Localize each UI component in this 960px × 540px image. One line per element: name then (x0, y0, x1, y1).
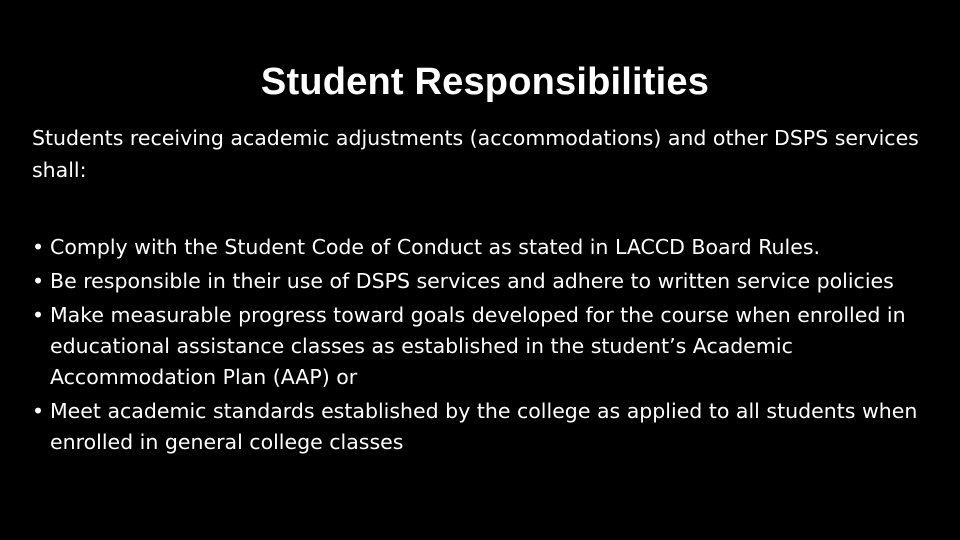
bullet-text: Comply with the Student Code of Conduct as stated in LACCD Board Rules. (50, 235, 821, 259)
bullet-item (32, 266, 937, 297)
bullet-item (32, 396, 937, 458)
bullet-icon: • (32, 303, 45, 327)
bullet-text: Meet academic standards established by the college as applied to all students when enrolled in general college classes (50, 399, 918, 454)
bullet-item (32, 300, 937, 393)
bullet-icon: • (32, 399, 45, 423)
bullet-icon: • (32, 235, 45, 259)
bullet-item (32, 232, 937, 263)
bullet-text: Be responsible in their use of DSPS services and adhere to written service policies (50, 269, 894, 293)
intro-paragraph: Students receiving academic adjustments (accommodations) and other DSPS services shall: (32, 126, 919, 182)
bullet-list (32, 232, 937, 461)
bullet-text: Make measurable progress toward goals developed for the course when enrolled in educational assistance classes as established in the student’s Academic Accommodation Plan (AAP) or (50, 303, 906, 389)
bullet-icon: • (32, 269, 45, 293)
slide-title: Student Responsibilities (260, 61, 710, 103)
